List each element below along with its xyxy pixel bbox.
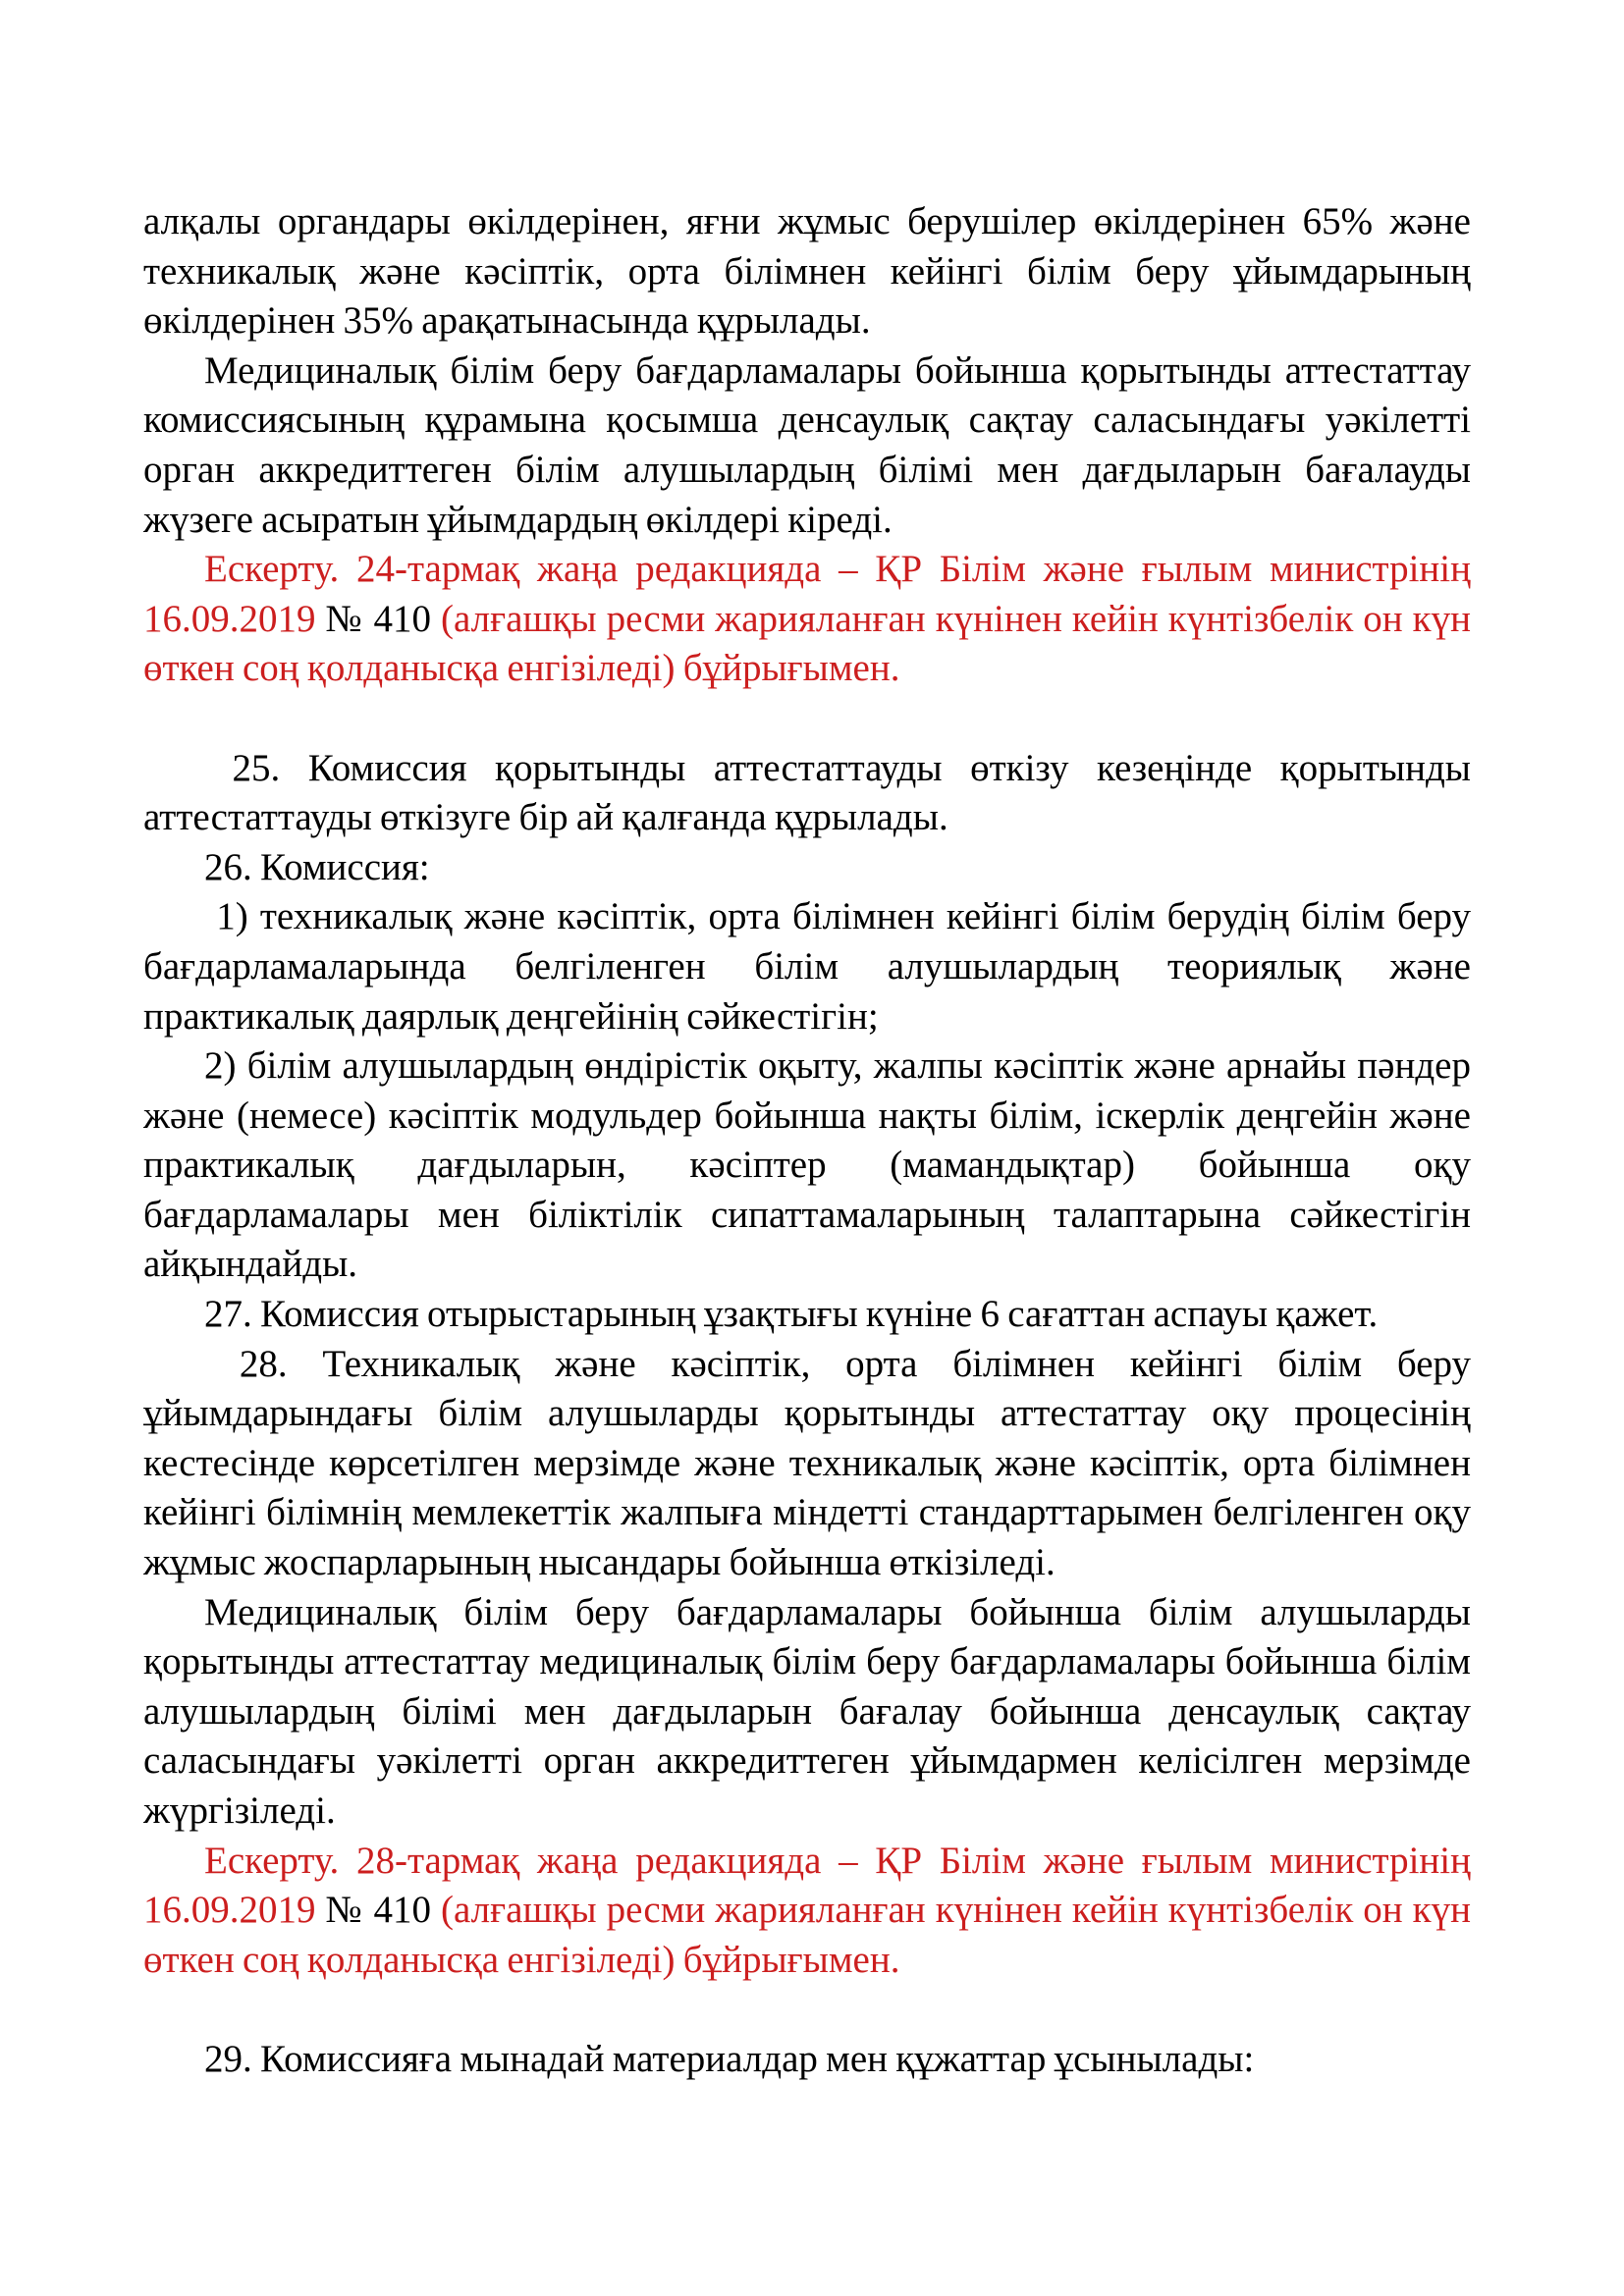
text-line: 2) білім алушылардың өндірістік оқыту, жалпы кәсіптік және арнайы пәндер <box>204 1044 1471 1088</box>
text-line: техникалық және кәсіптік, орта білімнен кейінгі білім беру ұйымдарының <box>143 249 1471 293</box>
text-line: Ескерту. 28-тармақ жаңа редакцияда – ҚР Білім және ғылым министрінің <box>204 1839 1471 1882</box>
text-line <box>143 595 1471 645</box>
text-line: және (немесе) кәсіптік модульдер бойынша нақты білім, іскерлік деңгейін және <box>143 1094 1471 1137</box>
paragraph-26 <box>143 843 1471 893</box>
text-line: өткен соң қолданысқа енгізіледі) бұйрығымен. <box>143 1938 900 1981</box>
text-line: практикалық дағдыларын, кәсіптер (мамандықтар) бойынша оқу <box>143 1144 1471 1187</box>
text-line: өткен соң қолданысқа енгізіледі) бұйрығымен. <box>143 647 900 690</box>
text-line: Медициналық білім беру бағдарламалары бойынша қорытынды аттестаттау <box>204 348 1471 392</box>
text-line: аттестаттауды өткізуге бір ай қалғанда құрылады. <box>143 796 948 839</box>
paragraph-27 <box>143 1290 1471 1340</box>
text-line: жұмыс жоспарларының нысандары бойынша өткізіледі. <box>143 1541 1056 1584</box>
item-26-2 <box>143 1041 1471 1290</box>
note-24-amendment <box>143 545 1471 694</box>
note-parenthetical-red: (алғашқы ресми жарияланған күнінен кейін күнтізбелік он күн <box>441 1889 1471 1932</box>
text-line: алқалы органдары өкілдерінен, яғни жұмыс берушілер өкілдерінен 65% және <box>143 200 1471 242</box>
text-line: өкілдерінен 35% арақатынасында құрылады. <box>143 299 871 343</box>
text-line: 28. Техникалық және кәсіптік, орта білімнен кейінгі білім беру <box>204 1342 1471 1385</box>
item-26-1 <box>143 892 1471 1041</box>
text-line: Ескерту. 24-тармақ жаңа редакцияда – ҚР Білім және ғылым министрінің <box>204 548 1471 591</box>
note-date-red: 16.09.2019 <box>143 1889 326 1932</box>
text-line: жүзеге асыратын ұйымдардың өкілдері кіреді. <box>143 498 893 541</box>
text-line: бағдарламаларында белгіленген білім алушылардың теориялық және <box>143 944 1471 988</box>
text-line: кейінгі білімнің мемлекеттік жалпыға міндетті стандарттарымен белгіленген оқу <box>143 1491 1471 1534</box>
paragraph-28 <box>143 1340 1471 1588</box>
document-text <box>143 197 1471 2085</box>
text-line: кестесінде көрсетілген мерзімде және техникалық және кәсіптік, орта білімнен <box>143 1441 1471 1484</box>
note-28-amendment <box>143 1837 1471 1986</box>
text-line: орган аккредиттеген білім алушылардың білімі мен дағдыларын бағалауды <box>143 448 1471 491</box>
paragraph-24-continuation <box>143 197 1471 347</box>
text-line: Медициналық білім беру бағдарламалары бойынша білім алушыларды <box>204 1590 1471 1633</box>
order-number-black: № 410 <box>325 597 442 640</box>
paragraph-29 <box>143 2035 1471 2085</box>
text-line: айқындайды. <box>143 1243 358 1286</box>
blank-line <box>143 1985 1471 2035</box>
note-parenthetical-red: (алғашқы ресми жарияланған күнінен кейін күнтізбелік он күн <box>441 597 1471 640</box>
order-number-black: № 410 <box>325 1889 442 1932</box>
text-line: ұйымдарындағы білім алушыларды қорытынды аттестаттау оқу процесінің <box>143 1392 1471 1435</box>
text-line: қорытынды аттестаттау медициналық білім беру бағдарламалары бойынша білім <box>143 1640 1471 1683</box>
text-line <box>143 1886 1471 1936</box>
text-line: комиссиясының құрамына қосымша денсаулық сақтау саласындағы уәкілетті <box>143 399 1471 442</box>
paragraph-24-medical <box>143 347 1471 545</box>
text-line: алушылардың білімі мен дағдыларын бағалау бойынша денсаулық сақтау <box>143 1689 1471 1733</box>
text-line: жүргізіледі. <box>143 1789 336 1832</box>
text-line: практикалық даярлық деңгейінің сәйкестігін; <box>143 994 879 1038</box>
text-line: 29. Комиссияға мынадай материалдар мен құжаттар ұсынылады: <box>204 2037 1255 2080</box>
text-line: 26. Комиссия: <box>204 845 430 888</box>
paragraph-25 <box>143 744 1471 843</box>
paragraph-28-medical <box>143 1588 1471 1837</box>
text-line: саласындағы уәкілетті орган аккредиттеген ұйымдармен келісілген мерзімде <box>143 1739 1471 1783</box>
blank-line <box>143 694 1471 744</box>
text-line: 25. Комиссия қорытынды аттестаттауды өткізу кезеңінде қорытынды <box>204 746 1471 789</box>
note-date-red: 16.09.2019 <box>143 597 326 640</box>
text-line: бағдарламалары мен біліктілік сипаттамаларының талаптарына сәйкестігін <box>143 1193 1471 1236</box>
text-line: 1) техникалық және кәсіптік, орта білімнен кейінгі білім берудің білім беру <box>204 895 1471 938</box>
text-line: 27. Комиссия отырыстарының ұзақтығы күніне 6 сағаттан аспауы қажет. <box>204 1293 1379 1336</box>
